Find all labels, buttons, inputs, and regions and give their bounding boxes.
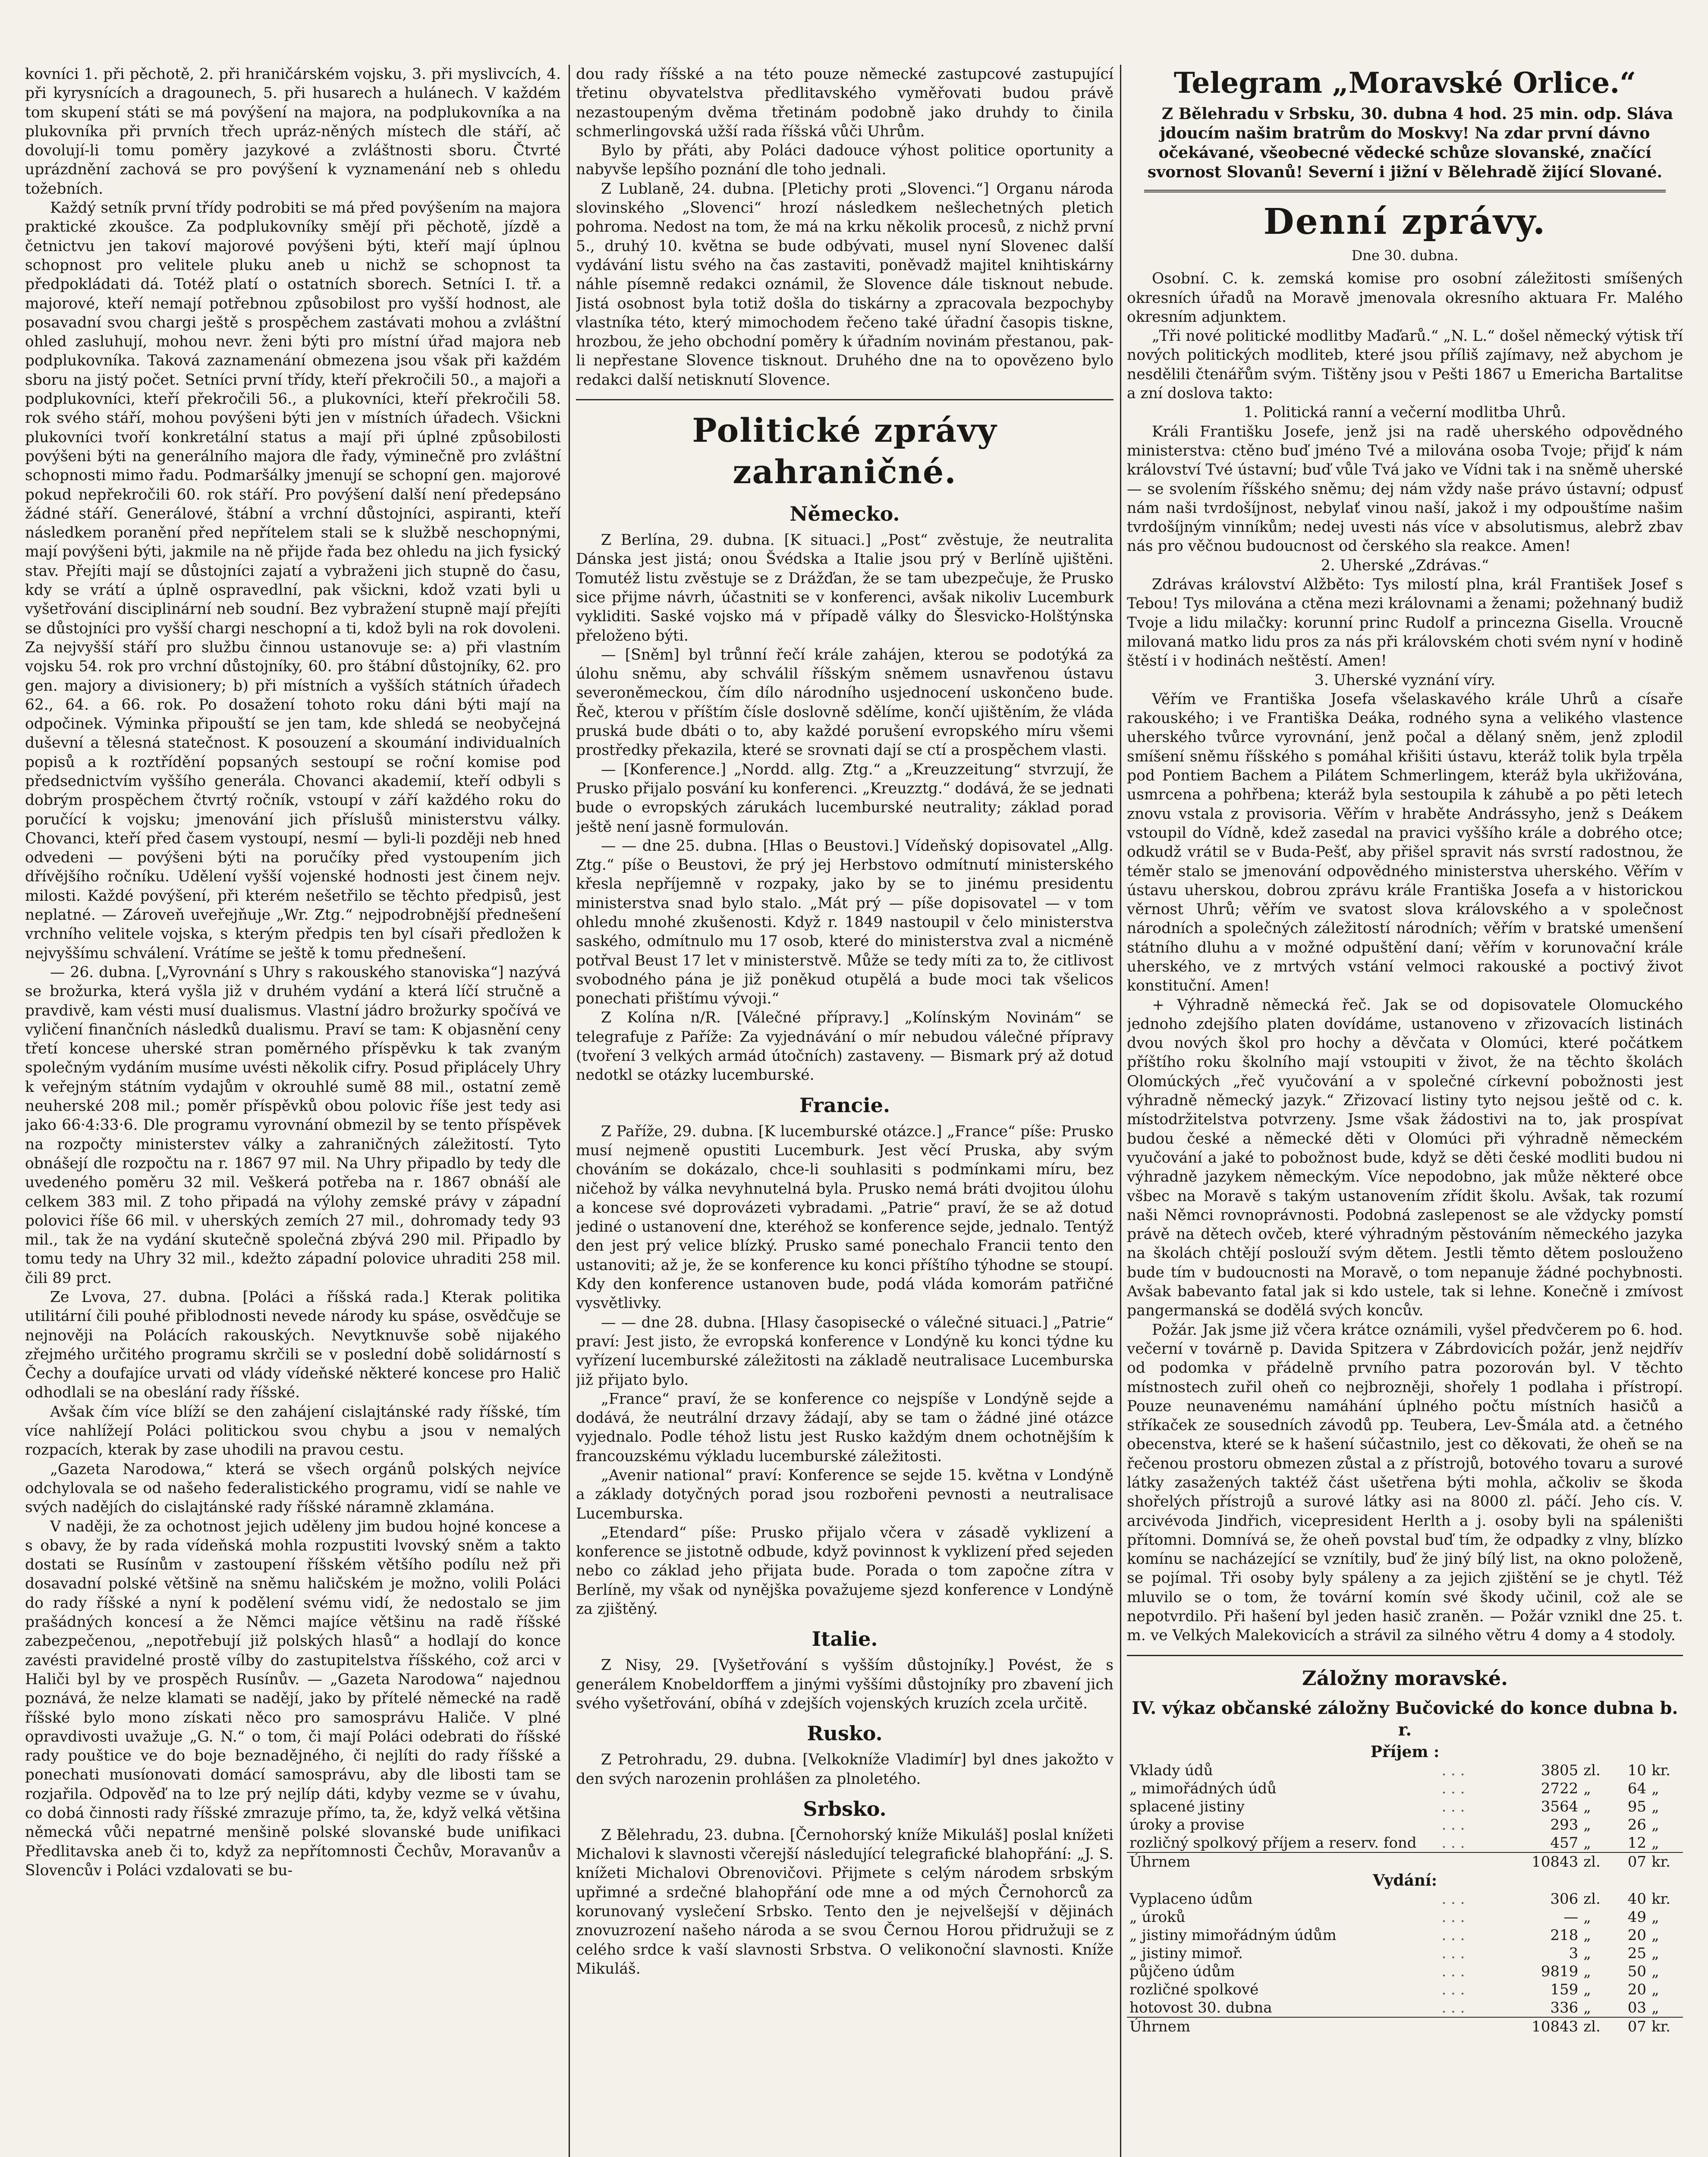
article-paragraph: dou rady říšské a na této pouze německé zastupcové zastupující třetinu obyvatelstva předlitavského vyměřovati budou právě nezastoupeným dvěma třetinám podobně jako druhdy to činila schmerlingovská užší rada říšská vůči Uhrům. [576,66,1114,140]
article-paragraph: Každý setník první třídy podrobiti se má před povýšením na majora praktické zkoušce. Za podplukovníky smějí při pěchotě, jízdě a četnictvu jen takoví majorové povýšeni býti, kteří mají úplnou schopnost pro velitele pluku aneb u nichž se schopnost ta předpokládati dá. Totéž platí o ostatních sborech. Setníci I. tř. a majorové, kteří nemají potřebnou způsobilost pro vyšší hodnost, ale posavadní svou chargi ještě s prospěchem zastávati mohou a zvláštní ohled zasluhují, mohou nevr. ženi býti pro místní úřad majora neb podplukovníka. Taková zaznamenání obmezena jsou však při každém sboru na jistý počet. Setníci první třídy, kteří překročili 50., a majoři a podplukovníci, kteří překročili 56., a plukovníci, kteří překročili 58. rok svého stáří, mohou povýšeni býti jen v místních úřadech. Všickni plukovníci tvoří konkretální status a mají při úplné způsobilosti povýšeni býti na generálního majora dle řady, výminečně pro zvláštní schopnosti mimo řadu. Podmaršálky jmenují se schopní gen. majorové pokud nepřekročili 60. rok stáří. Pro povýšení další není předepsáno žádné stáří. Generálové, štábní a vrchní důstojníci, aspiranti, kteří následkem poranění před nepřítelem stali se k službě neschopnými, mají povýšeni býti, jakmile na ně přijde řada bez ohledu na jich fysický stav. Přejíti mají se důstojníci zajatí a vybraženi jich stupně do času, kdy se vrátí a úplně ospravedlní, pak všickni, kdož vzati byli u vyšetřování disciplinární neb soudní. Bez vybražení stupně mají přejíti se důstojníci pro vyšší chargi neschopní a ti, kdož byli na rok dovoleni. Za nejvyšší stáří pro službu činnou ustanovuje se: a) při vlastním vojsku 54. rok pro vrchní důstojníky, 60. pro štábní důstojníky, 62. pro gen. majory a divisionery; b) při místních a vyšších státních úřadech 62., 64. a 66. rok. Po dosažení tohoto roku dáni býti mají na odpočinek. Výminka připouští se jen tam, kde shledá se neobyčejná duševní a tělesná statečnost. K posouzení a skoumání individualních popisů a k roztřídění popsaných sestoupí se roční komise pod předsednictvím vyššího generála. Chovanci akademií, kteří odbyli s dobrým prospěchem čtvrtý ročník, vstoupí v září každého roku do poručící k vojsku; jmenování jich příslušů ministerstvu války. Chovanci, kteří před časem vystoupí, nesmí — byli-li později neb hned odvedeni — povýšeni býti na poručíky před vystoupením jich dřívějšího ročníku. Udělení vyšší vojenské hodnosti jest činem nejv. milosti. Každé povýšení, při kterém nešetřilo se těchto předpisů, jest neplatné. — Zároveň uveřejňuje „Wr. Ztg.“ nejpodrobnější přednešení vrchního velitele vojska, s kterým předpis ten byl císaři předložen k nejvyššímu schválení. Vrátíme se ještě k tomu přednešení. [25,199,561,962]
article-paragraph: Bylo by přáti, aby Poláci dadouce výhost politice oportunity a nabyvše lepšího poznání dle toho jednali. [576,142,1114,179]
country-heading-russia: Rusko. [807,1722,883,1745]
row-leader [1439,1852,1484,1871]
row-unit: zl. [1581,2017,1615,2036]
column-divider [569,65,570,2157]
income-table [1127,1761,1683,1871]
country-heading-serbia: Srbsko. [803,1797,887,1821]
row-leader [1439,2017,1484,2036]
row-leader: . . . [1441,1927,1465,1944]
expense-heading: Vydání: [1372,1871,1437,1890]
total-row [1127,2017,1683,2036]
row-kreuzer: 12 [1627,1834,1647,1852]
row-leader: . . . [1441,1999,1465,2017]
table-row [1127,1962,1683,1981]
row-kreuzer: 50 [1627,1963,1647,1981]
row-kreuzer: 64 [1627,1780,1647,1797]
article-paragraph: „Tři nové politické modlitby Maďarů.“ „N. L.“ došel německý výtisk tří nových politických modliteb, které jsou příliš zajímavy, než abychom je nesdělili čtenářům svým. Tištěny jsou v Pešti 1867 u Emericha Bartalitse a zní doslova takto: [1127,327,1683,402]
article-paragraph: „Gazeta Narodowa,“ která se všech orgánů polských nejvíce odchylovala se od našeho federalistického programu, vidí se nahle ve svých nadějích do cislajtánské rady říšské náramně zklamána. [25,1460,561,1516]
country-heading-germany: Německo. [790,502,900,526]
article-paragraph: Věřím ve Františka Josefa všelaskavého krále Uhrů a císaře rakouského; i ve Františka Deáka, rodného syna a velikého vlastence uherského tvůrce vyrovnání, jenž počal a dělaný sněm, jenž zplodil smíšení sněmu říšského s pomáhal křišiti ústavu, kteráž tolik byla trpěla pod Pontiem Bachem a Pilátem Schmerlingem, kteráž byla ukřižována, usmrcena a pohřbena; kteráž byla sestoupila k záhubě a po pěti letech znovu vstala z provisoria. Věřím v hraběte Andrássyho, jenž s Deákem vstoupil do Vídně, kdež zasedal na pravici vyššího krále a dobrého otce; odkudž vrátil se v Buda-Pešť, aby přišel spravit nás svrstí radostnou, že téměr stalo se jmenování odpovědného ministerstva uherského. Věřím v ústavu uherskou, dobrou zprávu krále Františka Josefa a v historickou věrnost Uhrů; věřím ve svatost slova královského a v společnost národních a společných záležitostí národních; věřím v bratské umenšení státního dluhu a v možné odpuštění daní; věřím v korunovační krále uherského, ve z mrtvých vstání velmoci rakouské a poctivý život konstituční. Amen! [1127,690,1683,995]
row-label: úroky a provise [1129,1816,1245,1833]
row-amount: 159 [1550,1981,1579,1999]
row-leader: . . . [1441,1890,1465,1908]
row-unit: „ [1583,1834,1591,1852]
row-leader: . . . [1441,1963,1465,1981]
row-currency: kr. [1649,1852,1683,1871]
row-amount: 10843 [1485,2017,1581,2036]
income-heading: Příjem : [1370,1742,1440,1761]
column-left [25,65,561,2157]
row-currency: „ [1651,1780,1659,1797]
table-row [1127,1890,1683,1908]
telegram-title: Telegram „Moravské Orlice.“ [1173,66,1636,100]
row-kreuzer: 07 [1615,1852,1649,1871]
article-paragraph: „Avenir national“ praví: Konference se sejde 15. května v Londýně a základy dotyčných porad jsou rozbořeni pevnosti a neutralisace Lucemburska. [576,1467,1114,1522]
row-label: Úhrnem [1127,2017,1439,2036]
row-label: „ úroků [1129,1909,1186,1926]
prayer-heading: 3. Uherské vyznání víry. [1314,671,1496,689]
row-unit: „ [1583,1945,1591,1962]
row-leader: . . . [1441,1909,1465,1926]
dateline: Dne 30. dubna. [1351,247,1459,264]
row-unit: „ [1583,1981,1591,1999]
row-label: Vklady údů [1129,1761,1213,1779]
article-paragraph: „France“ praví, že se konference co nejspíše v Londýně sejde a dodává, že neutrální drzavy žádají, aby se tam o žádné jiné otázce vyjednalo. Podle téhož listu jest Rusko každým dnem ochotnějším k francouzskému výkladu lucemburské záležitosti. [576,1390,1114,1465]
row-unit: zl. [1583,1761,1601,1779]
row-currency: „ [1651,1999,1659,2017]
row-currency: „ [1651,1909,1659,1926]
row-kreuzer: 40 [1627,1890,1647,1908]
row-amount: 336 [1550,1999,1579,2017]
row-kreuzer: 03 [1627,1999,1647,2017]
article-paragraph: Z Lublaně, 24. dubna. [Pletichy proti „Slovenci.“] Organu národa slovinského „Slovenci“ hrozí následkem nešlechetných pletich pohroma. Nedost na tom, že má na krku několik procesů, z nichž první 5., druhý 10. května se bude odbývati, musel nyní Slovenec další vydávání listu svého na čas zastaviti, poněvadž majitel knihtiskárny náhle písemně redakci oznámil, že Slovence dále tisknout nebude. Jistá osobnost byla totiž došla do tiskárny a zpracovala bezpochyby vlastníka této, který mimochodem řečeno také úřadní časopis tiskne, hrozbou, že jeho obchodní poměry k úřadním novinám přestanou, pak-li nepřestane Slovence tisknout. Druhého dne na to opovězeno bylo redakci další netisknutí Slovence. [576,180,1114,389]
row-kreuzer: 07 [1615,2017,1649,2036]
section-divider [576,399,1114,400]
table-row [1127,1834,1683,1852]
row-label: „ jistiny mimořádným údům [1129,1927,1337,1944]
table-row [1127,1926,1683,1944]
row-label: Úhrnem [1127,1852,1439,1871]
article-paragraph: — — dne 28. dubna. [Hlasy časopisecké o válečné situaci.] „Patrie“ praví: Jest jisto, že evropská konference v Londýně ku konci týdne ku vyřízení lucemburské záležitosti na základě neutralisace Lucemburska již přijato bylo. [576,1314,1114,1389]
row-amount: 10843 [1485,1852,1581,1871]
row-kreuzer: 95 [1627,1798,1647,1815]
row-currency: „ [1651,1834,1659,1852]
row-label: splacené jistiny [1129,1798,1245,1815]
row-leader: . . . [1441,1798,1465,1815]
table-row [1127,1780,1683,1798]
row-unit: „ [1583,1909,1591,1926]
row-label: rozličný spolkový příjem a reserv. fond [1129,1834,1417,1852]
article-paragraph: Z Bělehradu, 23. dubna. [Černohorský kníže Mikuláš] poslal knížeti Michalovi k slavnosti včerejší následující telegrafické blahopřání: „J. S. knížeti Michalovi Obrenovičovi. Přijmete s celým národem srbským upřimné a srdečné blahopřání ode mne a od mých Černohorců za korunovaný vyslečení Srbsko. Tento den je nejvelšejší v dějinách znovuzrození našeho národa a se svou Černou Horou přidružuji se z celého srdce k vaší slavnosti Srbstva. O velikonoční slavnosti. Kníže Mikuláš. [576,1826,1114,1978]
article-paragraph: Z Berlína, 29. dubna. [K situaci.] „Post“ zvěstuje, že neutralita Dánska jest jistá; onou Švédska a Italie jsou prý v Berlíně ujištěni. Tomutéž listu zvěstuje se z Drážďan, že se tam ubezpečuje, že Prusko sice přijme návrh, účastniti se v konferenci, avšak nikoliv Lucemburk vykliditi. Saské vojsko má v případě války do Šlesvicko-Holštýnska přeloženo býti. [576,531,1114,645]
row-amount: 3 [1569,1945,1579,1962]
row-label: Vyplaceno údům [1129,1890,1253,1908]
row-unit: „ [1583,1963,1591,1981]
row-unit: „ [1583,1927,1591,1944]
row-unit: zl. [1581,1852,1615,1871]
row-leader: . . . [1441,1834,1465,1852]
telegram-body: Z Bělehradu v Srbsku, 30. dubna 4 hod. 25 min. odp. Sláva jdoucím našim bratrům do Moskvy! Na zdar první dávno očekávané, všeobecné vědecké schůze slovanské, značící svornost Slovanů! Severní i jižní v Bělehradě žijící Slované. [1147,105,1673,181]
expense-table [1127,1890,1683,2036]
prayer-heading: 1. Politická ranní a večerní modlitba Uhrů. [1244,404,1566,421]
row-label: rozličné spolkové [1129,1981,1259,1999]
row-label: hotovost 30. dubna [1129,1999,1272,2017]
row-currency: kr. [1649,2017,1683,2036]
row-leader: . . . [1441,1761,1465,1779]
row-kreuzer: 25 [1627,1945,1647,1962]
row-currency: „ [1651,1945,1659,1962]
article-paragraph: „Etendard“ píše: Prusko přijalo včera v zásadě vyklizení a konference se jistotně odbude, když povinnost k vyklizení před sejeden nebo co základ jeho přijata bude. Porada o tom započne zítra v Berlíně, my však od nynějška považujeme sjezd konference v Londýně za zjištěný. [576,1524,1114,1618]
row-amount: 457 [1550,1834,1579,1852]
row-amount: 3805 [1541,1761,1579,1779]
row-amount: 2722 [1541,1780,1579,1797]
row-label: „ jistiny mimoř. [1129,1945,1243,1962]
row-unit: „ [1583,1798,1591,1815]
row-leader: . . . [1441,1981,1465,1999]
table-row [1127,1816,1683,1834]
row-currency: kr. [1651,1890,1670,1908]
daily-news-title: Denní zprávy. [1263,201,1547,242]
row-leader: . . . [1441,1780,1465,1797]
row-amount: 293 [1550,1816,1579,1833]
row-currency: „ [1651,1981,1659,1999]
report-title: IV. výkaz občanské záložny Bučovické do konce dubna b. r. [1132,1698,1678,1740]
row-currency: „ [1651,1816,1659,1833]
article-paragraph: Z Paříže, 29. dubna. [K lucemburské otázce.] „France“ píše: Prusko musí nejmeně opustiti Lucemburk. Jest věcí Pruska, aby svým chováním se dokázalo, chce-li souhlasiti s podmínkami míru, bez ničehož by válka nevyhnutelná byla. Prusko nemá bráti dvojitou úlohu a koncese své doprovázeti vybradami. „Patrie“ praví, že se až dotud jediné o ustanovení dne, kteréhož se konference sejde, jednalo. Tentýž den jest prý velice blízký. Prusko samé ponechalo Francii tento den ustanoviti; až je, že se konference ku konci příštího týhodne se stoupí. Kdy den konference ustanoven bude, podá vláda komorám patřičné vysvětlivky. [576,1123,1114,1312]
row-label: „ mimořádných údů [1129,1780,1277,1797]
article-paragraph: Požár. Jak jsme již včera krátce oznámili, vyšel předvčerem po 6. hod. večerní v továrně p. Davida Spitzera v Zábrdovicích požár, jenž nejdřív od podomka v přádelně prvního patra pozorován byl. V těchto místnostech zuřil oheň co nejbrozněji, shořely 1 podlaha i přístropí. Pouze neunavenému namáhání úplného počtu místních hasičů a stříkaček ze sousedních závodů pp. Teubera, Lev-Šmála atd. a četného obecenstva, které se k hašení súčastnilo, jest co děkovati, že oheň se na řečenou prostoru obmezen zůstal a z přístrojů, botového tovaru a surové látky zasažených taktéž část ušetřena býti mohla, ačkoliv se škoda shořelých přístrojů a surové látky asi na 8000 zl. páčí. Jeho cís. V. arcivévoda Jindřich, vicepresident Herlth a j. osoby byli na spáleništi přítomni. Domnívá se, že oheň povstal buď tím, že odpadky z vlny, blízko komínu se nacházející se vznítily, buď že jiný bílý list, na okno položeně, se pojímal. Tři osoby byly spáleny a za jejich zjištění se je chytl. Též mluvilo se o tom, že tovární komín své škody učinil, což ale se nepotvrdilo. Při hašení byl jeden hasič zraněn. — Požár vznikl dne 25. t. m. ve Velkých Malekovicích a strávil za silného větru 4 domy a 4 stodoly. [1127,1321,1683,1644]
row-currency: „ [1651,1963,1659,1981]
article-paragraph: Z Kolína n/R. [Válečné přípravy.] „Kolínským Novinám“ se telegrafuje z Paříže: Za vyjednávání o mír nebudou válečné přípravy (tvoření 3 velkých armád útočních) zastaveny. — Bismark prý až dotud nedotkl se otázky lucemburské. [576,1009,1114,1084]
savings-title: Záložny moravské. [1302,1666,1508,1690]
row-label: půjčeno údům [1129,1963,1235,1981]
article-paragraph: + Výhradně německá řeč. Jak se od dopisovatele Olomuckého jednoho zdejšího platen dovídáme, ustanoveno v zřizovacích listinách dvou nových škol pro hochy a děvčata v Olomúci, které počátkem příštího roku školního mají vstoupiti v život, že na těchto školách Olomúckých „řeč vyučování a v společné církevní pobožnosti jest výhradně německý jazyk.“ Zřizovací listiny tyto nejsou ještě od c. k. místodržitelstva potvrzeny. Jsme však žádostivi na to, jak prospívat budou české a německé děti v Olomúci při výhradně německém vyučování a jaké to pobožnost bude, když se děti české modliti budou ni výhradně jazykem německým. Více nepodobno, jak může některé obce všbec na Moravě s takým ustanovením zřídit školu. Avšak, tak rozumí naši Němci rovnoprávnosti. Podobná zaslepenost se ale vždycky pomstí právě na dětech ovčeb, které výhradným pěstováním německého jazyka na školách chtějí poslouží svým dětem. Jestli těmto dětem poslouženo bude tím v budoucnosti na Moravě, o tom nepanuje žádné pochybnosti. Avšak babevanto fatal jak si kdo ustele, tak si lehne. Konečně i zmívost pangermanská se dodělá svých koncův. [1127,996,1683,1320]
row-amount: 218 [1550,1927,1579,1944]
article-paragraph: kovníci 1. při pěchotě, 2. při hraničárském vojsku, 3. při myslivcích, 4. při kyrysnících a dragounech, 5. při husarech a hulánech. V každém tom skupení státi se má povýšení na majora, na podplukovníka a na plukovníka při prvních třech upráz-něných místech dle stáří, ač dovolují-li tomu poměry jazykové a zvláštnosti sboru. Čtvrté uprázdnění zachová se pro povýšení k vyznamenání neb s ohledu tožebních. [25,66,561,198]
row-leader: . . . [1441,1945,1465,1962]
table-row [1127,1798,1683,1816]
prayer-heading: 2. Uherské „Zdrávas.“ [1321,557,1489,574]
table-row [1127,1908,1683,1926]
row-amount: 306 [1550,1890,1579,1908]
column-right [1127,65,1683,2157]
article-paragraph: Ze Lvova, 27. dubna. [Poláci a říšská rada.] Kterak politika utilitární čili pouhé přiblodnosti nevede národy ku spáse, osvědčuje se nejnověji na Polácích rakouských. Nevytknuvše sobě nijakého zřejmého určitého programu skrčili se v poslední době solidárností s Čechy a doufajíce urvati od vlády vídeňské některé koncese pro Halič odhodlali se na obeslání rady říšské. [25,1289,561,1402]
article-paragraph: — 26. dubna. [„Vyrovnání s Uhry s rakouského stanoviska“] nazývá se brožurka, která vyšla již v druhém vydání a která líčí stručně a pravdivě, kam vésti musí dualismus. Vlastní jádro brožurky spočívá ve vyličení finančních následků dualismu. Praví se tam: K objasnění ceny třetí koncese uherské stran poměrného příspěvku k tak zvaným společným vydáním musíme uvésti několik cifry. Posud připlácely Uhry k veřejným státním vydajům v okrouhlé sumě 88 mil., ostatní země neuherské 208 mil.; poměr příspěvků obou polovic říše jest tedy asi jako 66·4:33·6. Dle programu vyrovnání obmezil by se tento příspěvek na rozpočty ministerstev války a zahraničných záležitostí. Tyto obnášejí dle rozpočtu na r. 1867 97 mil. Na Uhry připadlo by tedy dle uvedeného poměru 32 mil. Veškerá potřeba na r. 1867 obnáší ale celkem 383 mil. Z toho připadá na výlohy zemské právy v západní polovici říše 66 mil. v uherských zemích 27 mil., dohromady tedy 93 mil., tak že na vydání skutečně společná zbývá 290 mil. Připadlo by tomu tedy na Uhry 32 mil., kdežto západní polovice uhraditi 258 mil. čili 89 prct. [25,963,561,1287]
row-kreuzer: 10 [1627,1761,1647,1779]
article-paragraph: Králi Františku Josefe, jenž jsi na radě uherského odpovědného ministerstva: ctěno buď jméno Tvé a milována osoba Tvoje; přijď k nám království Tvé ústavní; buď vůle Tvá jako ve Vídni tak i na sněmě uherské — se svolením říšského sněmu; dej nám vždy naše právo ústavní; odpusť nám naši tvrdošíjnost, nebylať vinou naší, jakož i my odpouštíme našim tvrdošíjným vinníkům; nedej uvesti nás více v absolutismus, alebrž zbav nás pro věčnou budoucnost od čerského sla reakce. Amen! [1127,423,1683,555]
article-paragraph: — [Konference.] „Nordd. allg. Ztg.“ a „Kreuzzeitung“ stvrzují, že Prusko přijalo posvání ku konferenci. „Kreuzztg.“ dodává, že se jednati bude o evropských zárukách lucemburské neutrality; základ porad ještě není jasně formulován. [576,761,1114,836]
column-middle [576,65,1114,2157]
row-kreuzer: 20 [1627,1927,1647,1944]
table-row [1127,1981,1683,1999]
row-unit: „ [1583,1999,1591,2017]
row-currency: kr. [1651,1761,1670,1779]
row-amount: 9819 [1541,1963,1579,1981]
article-paragraph: Avšak čím více blíží se den zahájení cislajtánské rady říšské, tím více nahlížejí Poláci politickou svou chybu a jsou v nemalých rozpacích, kterak by zase uhodili na pravou cestu. [25,1403,561,1459]
article-paragraph: V naději, že za ochotnost jejich uděleny jim budou hojné koncese a s obavy, že by rada vídeňská mohla rozpustiti lvovský sněm a takto dostati se Rusínům v zastoupení říšském většího podílu než při dosavadní polské většině na sněmu haličském je možno, volili Poláci do rady říšské a nyní k podělení svému vidí, že nedostalo se jim prašádných koncesí a že Němci majíce většinu na radě říšské zabezpečenou, „nepotřebují již polských hlasů“ a hodlají do konce zavésti pravidelné prostě vílby do zastupitelstva říšského, což arci v Haliči byl by ve prospěch Rusínův. — „Gazeta Narodowa“ najednou poznává, že nelze klamati se nadějí, jako by přítelé německé na radě říšské bylo mono získati něco pro samosprávu Haliče. V plné opravdivosti uvažuje „G. N.“ o tom, či mají Poláci odebrati do říšské rady pouštice ve do boje beznadějného, či nejlíti do rady říšské a ponechati musíonovati domácí samosprávu, aby dle libosti tam se rozjařila. Odpověď na to lze prý nejlíp dáti, kdyby vezme se v úvahu, co dobá činnosti rady říšské zmrazuje přímo, ta, že, když velká většina německá vůči nepatrné menšině polské slovanské bude unifikaci Předlitavska aneb či to, když za nepřítomnosti Čechův, Moravanův a Slovencův i Poláci vzdalovati se bu- [25,1518,561,1879]
article-paragraph: Z Nisy, 29. [Vyšetřování s vyšším důstojníky.] Povést, že s generálem Knobeldorffem a jinými vyššími důstojníky pro zbavení jich svého vyšetřování, obíhá v zdejších vojenských kruzích zcela určitě. [576,1657,1114,1712]
country-heading-france: Francie. [799,1093,890,1117]
table-row [1127,1761,1683,1780]
row-kreuzer: 20 [1627,1981,1647,1999]
total-row [1127,1852,1683,1871]
table-row [1127,1944,1683,1962]
row-currency: „ [1651,1798,1659,1815]
section-title: Politické zprávy zahraničné. [692,411,997,491]
row-currency: „ [1651,1927,1659,1944]
row-leader: . . . [1441,1816,1465,1833]
row-unit: „ [1583,1780,1591,1797]
article-paragraph: Zdrávas království Alžběto: Tys milostí plna, král František Josef s Tebou! Tys milována a ctěna mezi královnami a ženami; požehnaný budiž Tvoje a lidu milačky: korunní princ Rudolf a princezna Gisella. Vroucně milovaná matko lidu pros za nás při královském choti svém nyní v hodině štěstí i v hodinách neštěstí. Amen! [1127,576,1683,670]
section-divider [1144,190,1666,192]
article-paragraph: — [Sněm] byl trůnní řečí krále zahájen, kterou se podotýká za úlohu sněmu, aby schválil říšským sněmem usnavřenou ústavu severoněmeckou, čím dílo národního usjednocení uskončeno bude. Řeč, kterou v příštím čísle doslovně sdělíme, končí ujištěním, že vláda pruská bude dbáti o to, aby každé porušení evropského míru všemi prostředky překazila, které se srovnati dají se ctí a prospěchem vlasti. [576,646,1114,759]
column-divider [1120,65,1121,2157]
article-paragraph: Z Petrohradu, 29. dubna. [Velkokníže Vladimír] byl dnes jakožto v den svých narozenin prohlášen za plnoletého. [576,1751,1114,1788]
table-row [1127,1999,1683,2017]
row-amount: 3564 [1541,1798,1579,1815]
row-kreuzer: 49 [1627,1909,1647,1926]
article-paragraph: — — dne 25. dubna. [Hlas o Beustovi.] Vídeňský dopisovatel „Allg. Ztg.“ píše o Beustovi, že prý jej Herbstovo odmítnutí ministerského křesla nepříjemně v rozpaky, jako by se to jinému presidentu ministerstva snad bylo stalo. „Mát prý — píše dopisovatel — v tom ohledu mnohé zkušenosti. Když r. 1849 nastoupil v čelo ministerstva saského, odmítnulo mu 17 osob, které do ministerstva zval a nicméně potřval Beust 17 let v ministerstvě. Může se tedy míti za to, že citlivost svobodného pána je již poněkud otupělá a bude moci tak všelicos ponechati přištímu vývoji.“ [576,837,1114,1008]
row-kreuzer: 26 [1627,1816,1647,1833]
country-heading-italy: Italie. [812,1627,878,1651]
row-unit: „ [1583,1816,1591,1833]
row-unit: zl. [1583,1890,1601,1908]
section-divider [1127,1655,1683,1656]
row-amount: — [1563,1909,1579,1926]
article-paragraph: Osobní. C. k. zemská komise pro osobní záležitosti smíšených okresních úřadů na Moravě jmenovala okresního aktuara Fr. Malého okresním adjunktem. [1127,270,1683,326]
